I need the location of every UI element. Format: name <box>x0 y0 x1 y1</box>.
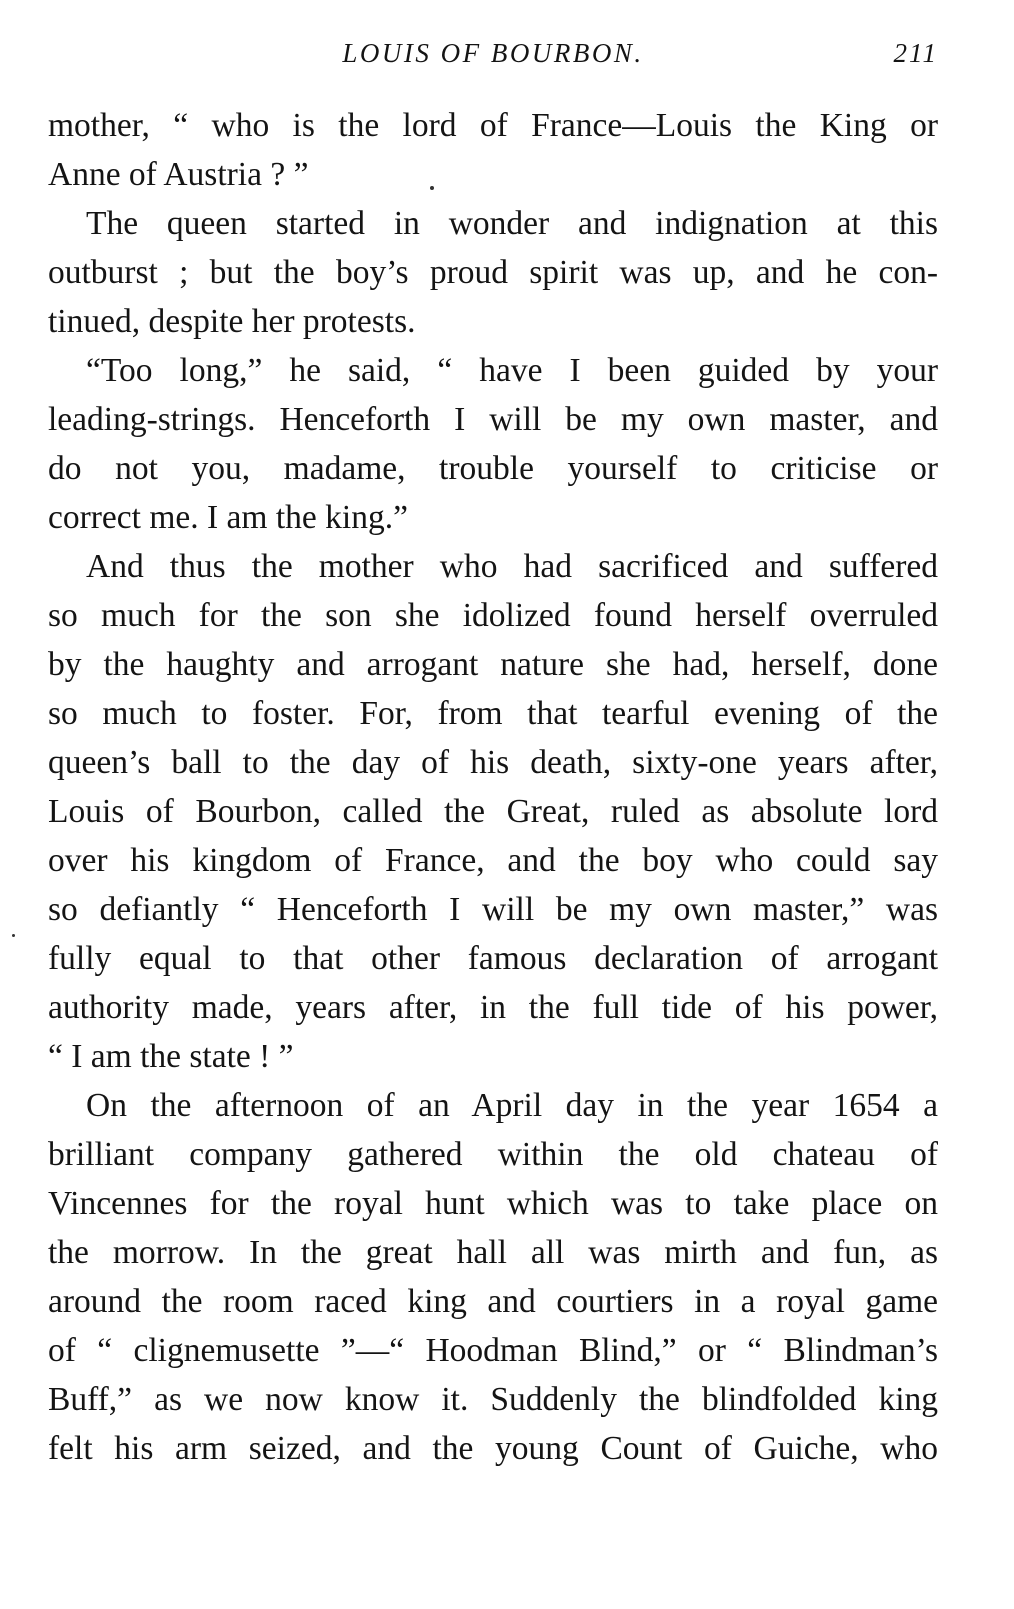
text-line: felt his arm seized, and the young Count of Guiche, who <box>48 1430 938 1467</box>
text-line: by the haughty and arrogant nature she had, herself, done <box>48 646 938 683</box>
text-line: so defiantly “ Henceforth I will be my own master,” was <box>48 891 938 928</box>
text-line: correct me. I am the king.” <box>48 499 408 536</box>
text-line: The queen started in wonder and indignation at this <box>86 205 938 242</box>
text-line: brilliant company gathered within the old chateau of <box>48 1136 938 1173</box>
page-header <box>48 38 938 78</box>
text-line: Buff,” as we now know it. Suddenly the blindfolded king <box>48 1381 938 1418</box>
text-line: so much for the son she idolized found herself overruled <box>48 597 938 634</box>
text-line: Anne of Austria ? ” <box>48 156 309 193</box>
text-line: Vincennes for the royal hunt which was to take place on <box>48 1185 938 1222</box>
text-line: “ I am the state ! ” <box>48 1038 294 1075</box>
text-line: outburst ; but the boy’s proud spirit was up, and he con- <box>48 254 938 291</box>
running-title: LOUIS OF BOURBON. <box>342 38 644 68</box>
text-line: of “ clignemusette ”—“ Hoodman Blind,” or “ Blindman’s <box>48 1332 938 1369</box>
text-line: authority made, years after, in the full tide of his power, <box>48 989 938 1026</box>
text-line: do not you, madame, trouble yourself to criticise or <box>48 450 938 487</box>
text-line: queen’s ball to the day of his death, sixty-one years after, <box>48 744 938 781</box>
text-line: the morrow. In the great hall all was mirth and fun, as <box>48 1234 938 1271</box>
text-line: “Too long,” he said, “ have I been guided by your <box>86 352 938 389</box>
text-line: And thus the mother who had sacrificed and suffered <box>86 548 938 585</box>
scan-speck <box>12 934 15 937</box>
text-line: fully equal to that other famous declaration of arrogant <box>48 940 938 977</box>
text-line: around the room raced king and courtiers in a royal game <box>48 1283 938 1320</box>
page-number: 211 <box>893 38 938 68</box>
text-line: over his kingdom of France, and the boy who could say <box>48 842 938 879</box>
text-line: On the afternoon of an April day in the year 1654 a <box>86 1087 938 1124</box>
text-line: mother, “ who is the lord of France—Louis the King or <box>48 107 938 144</box>
text-line: leading-strings. Henceforth I will be my own master, and <box>48 401 938 438</box>
text-line: tinued, despite her protests. <box>48 303 416 340</box>
text-line: so much to foster. For, from that tearful evening of the <box>48 695 938 732</box>
text-line: Louis of Bourbon, called the Great, ruled as absolute lord <box>48 793 938 830</box>
body-text <box>48 101 938 1473</box>
scan-speck <box>430 186 434 190</box>
